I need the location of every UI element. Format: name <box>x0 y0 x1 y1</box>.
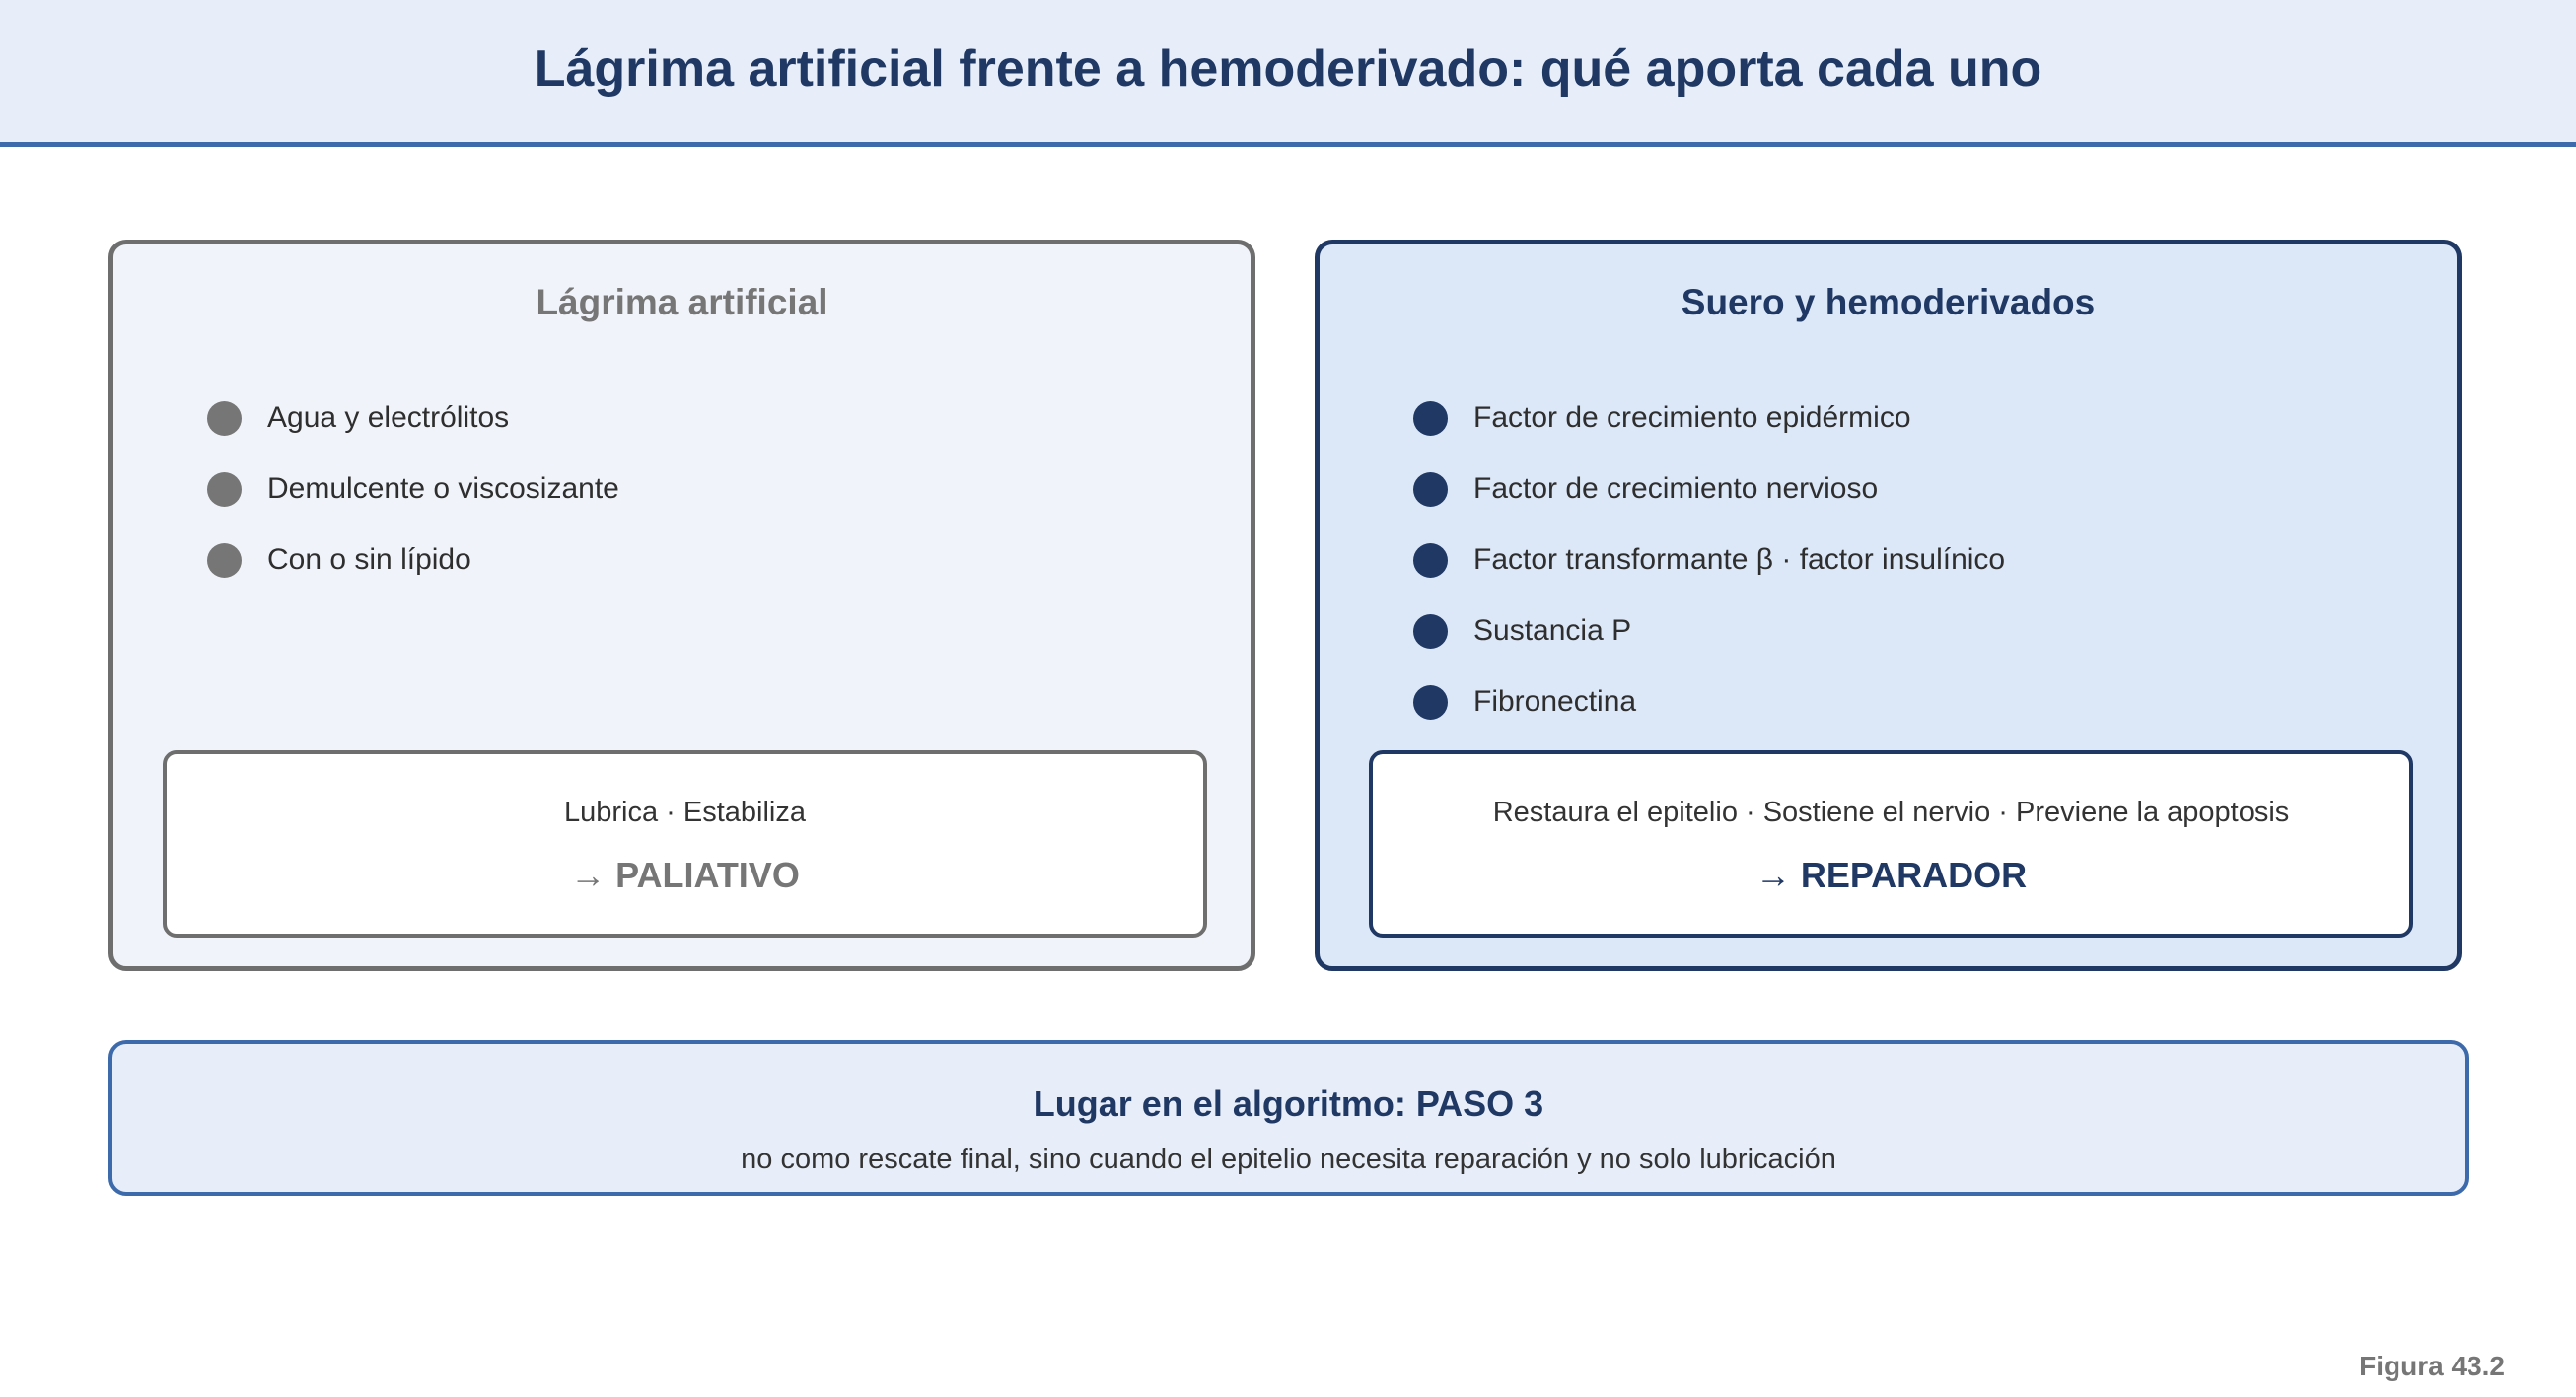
list-item-label: Agua y electrólitos <box>267 401 510 434</box>
list-item-label: Sustancia P <box>1473 614 1632 647</box>
bullet-dot-icon <box>1413 472 1448 507</box>
list-item <box>207 383 619 454</box>
list-item <box>1413 524 2005 595</box>
artificial-tear-list <box>207 383 619 595</box>
blood-derivative-list <box>1413 383 2005 808</box>
list-item <box>207 524 619 595</box>
list-item <box>1413 454 2005 524</box>
list-item <box>1413 666 2005 737</box>
list-item-label: Factor transformante β · factor insulínico <box>1473 543 2006 576</box>
artificial-tear-title: Lágrima artificial <box>536 282 828 322</box>
summary-result: → REPARADOR <box>1754 855 2028 895</box>
header-banner <box>0 0 2576 147</box>
list-item-label: Factor de crecimiento epidérmico <box>1473 401 1911 434</box>
blood-derivative-summary <box>1369 750 2413 938</box>
algorithm-subtitle: no como rescate final, sino cuando el epitelio necesita reparación y no solo lubricación <box>741 1144 1836 1175</box>
summary-effects: Lubrica · Estabiliza <box>564 797 806 828</box>
algorithm-placement-box <box>108 1040 2469 1196</box>
bullet-dot-icon <box>1413 685 1448 720</box>
summary-result: → PALIATIVO <box>570 855 800 895</box>
summary-effects: Restaura el epitelio · Sostiene el nervio · Previene la apoptosis <box>1492 797 2290 828</box>
list-item <box>207 454 619 524</box>
list-item <box>1413 595 2005 666</box>
algorithm-title: Lugar en el algoritmo: PASO 3 <box>1033 1083 1544 1124</box>
list-item-label: Fibronectina <box>1473 685 1637 718</box>
bullet-dot-icon <box>1413 401 1448 436</box>
bullet-dot-icon <box>1413 614 1448 649</box>
artificial-tear-panel <box>108 240 1255 971</box>
bullet-dot-icon <box>207 543 242 578</box>
list-item-label: Demulcente o viscosizante <box>267 472 619 505</box>
list-item <box>1413 383 2005 454</box>
list-item-label: Factor de crecimiento nervioso <box>1473 472 1879 505</box>
bullet-dot-icon <box>207 472 242 507</box>
bullet-dot-icon <box>1413 543 1448 578</box>
list-item-label: Con o sin lípido <box>267 543 471 576</box>
bullet-dot-icon <box>207 401 242 436</box>
blood-derivative-panel <box>1315 240 2462 971</box>
figure-label: Figura 43.2 <box>2359 1351 2505 1381</box>
page-title: Lágrima artificial frente a hemoderivado: qué aporta cada uno <box>534 39 2042 98</box>
artificial-tear-summary <box>163 750 1207 938</box>
blood-derivative-title: Suero y hemoderivados <box>1681 282 2096 322</box>
